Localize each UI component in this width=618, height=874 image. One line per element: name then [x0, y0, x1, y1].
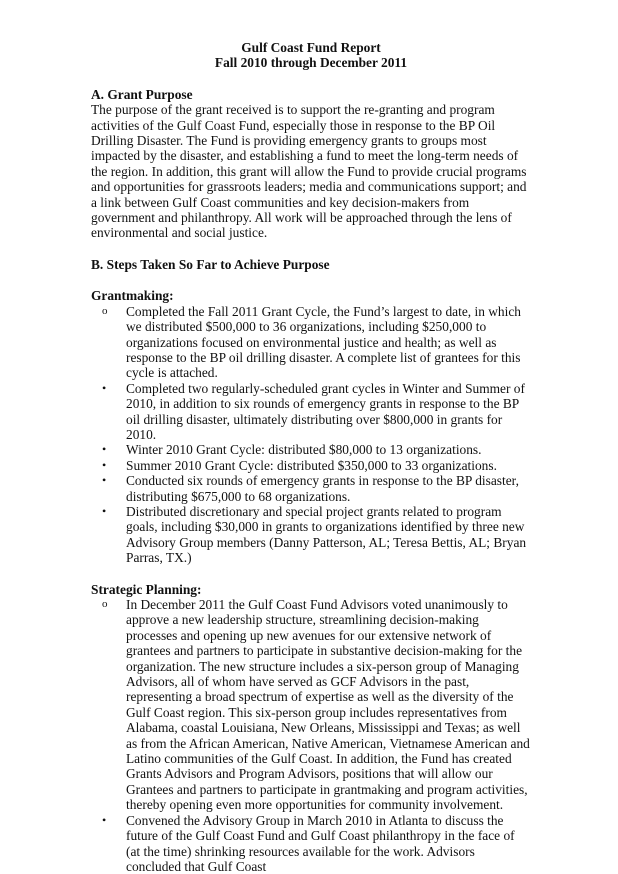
section-b-heading: B. Steps Taken So Far to Achieve Purpose — [91, 256, 330, 272]
hollow-circle-bullet-icon: o — [102, 598, 108, 610]
list-item-text: Summer 2010 Grant Cycle: distributed $350,000 to 33 organizations. — [126, 457, 497, 473]
hollow-circle-bullet-icon: o — [102, 304, 108, 317]
list-item — [91, 504, 531, 566]
list-item-text: Winter 2010 Grant Cycle: distributed $80,000 to 13 organizations. — [126, 442, 482, 458]
section-a-body: The purpose of the grant received is to support the re-granting and program activities of the Gulf Coast Fund, especially those in response to the BP Oil Drilling Disaster. The Fund is providing emergency grants to groups most impacted by the disaster, and establishing a fund to meet the long-term needs of the region. In addition, this grant will allow the Fund to provide crucial programs and opportunities for grassroots leaders; media and communications support; and a link between Gulf Coast communities and key decision-makers from government and philanthropy. All work will be approached through the lens of environmental and social justice. — [91, 102, 527, 241]
bullet-icon: • — [102, 812, 107, 827]
list-item — [91, 442, 531, 457]
strategic-planning-list — [91, 597, 531, 874]
document-subtitle: Fall 2010 through December 2011 — [214, 55, 408, 71]
list-item-text: Convened the Advisory Group in March 2010 in Atlanta to discuss the future of the Gulf Coast Fund and Gulf Coast philanthropy in the face of (at the time) shrinking resources available for the work. Advisors concluded that Gulf Coast — [126, 812, 515, 874]
list-item-text: Conducted six rounds of emergency grants in response to the BP disaster, distributing $675,000 to 68 organizations. — [126, 473, 519, 504]
document-page — [91, 40, 531, 874]
grantmaking-list — [91, 304, 531, 566]
spacer — [91, 241, 531, 257]
bullet-icon: • — [102, 457, 107, 472]
list-item — [91, 458, 531, 473]
bullet-icon: • — [102, 442, 107, 457]
list-item — [91, 304, 531, 381]
list-item-text: Completed two regularly-scheduled grant cycles in Winter and Summer of 2010, in addition to six rounds of emergency grants in response to the BP oil drilling disaster, ultimately distributing over $800,000 in grants for 2010. — [126, 380, 525, 442]
section-a-heading: A. Grant Purpose — [91, 86, 193, 102]
list-item-text: In December 2011 the Gulf Coast Fund Advisors voted unanimously to approve a new leadership structure, streamlining decision-making processes and opening up new avenues for our extensive network of grantees and partners to participate in substantive decision-making for the organization. The new structure includes a six-person group of Managing Advisors, all of whom have served as GCF Advisors in the past, representing a broad spectrum of expertise as well as the diversity of the Gulf Coast region. This six-person group includes representatives from Alabama, coastal Louisiana, New Orleans, Mississippi and Texas; as well as from the African American, Native American, Vietnamese American and Latino communities of the Gulf Coast. In addition, the Fund has created Grants Advisors and Program Advisors, positions that will allow our Grantees and partners to participate in grantmaking and program activities, thereby opening even more opportunities for community involvement. — [126, 597, 530, 813]
spacer — [91, 71, 531, 87]
bullet-icon: • — [102, 380, 107, 395]
list-item — [91, 597, 531, 813]
grantmaking-heading: Grantmaking: — [91, 288, 174, 304]
list-item — [91, 473, 531, 504]
bullet-icon: • — [102, 473, 107, 488]
spacer — [91, 566, 531, 582]
document-title: Gulf Coast Fund Report — [241, 40, 381, 55]
list-item-text: Completed the Fall 2011 Grant Cycle, the Fund’s largest to date, in which we distributed $500,000 to 36 organizations, including $250,000 to organizations focused on environmental justice and health; as well as response to the BP oil drilling disaster. A complete list of grantees for this cycle is attached. — [126, 303, 521, 381]
list-item-text: Distributed discretionary and special project grants related to program goals, including $30,000 in grants to organizations identified by three new Advisory Group members (Danny Patterson, AL; Teresa Bettis, AL; Bryan Parras, TX.) — [126, 503, 527, 566]
strategic-planning-heading: Strategic Planning: — [91, 581, 202, 597]
list-item — [91, 813, 531, 874]
list-item — [91, 381, 531, 443]
spacer — [91, 272, 531, 288]
bullet-icon: • — [102, 503, 107, 518]
